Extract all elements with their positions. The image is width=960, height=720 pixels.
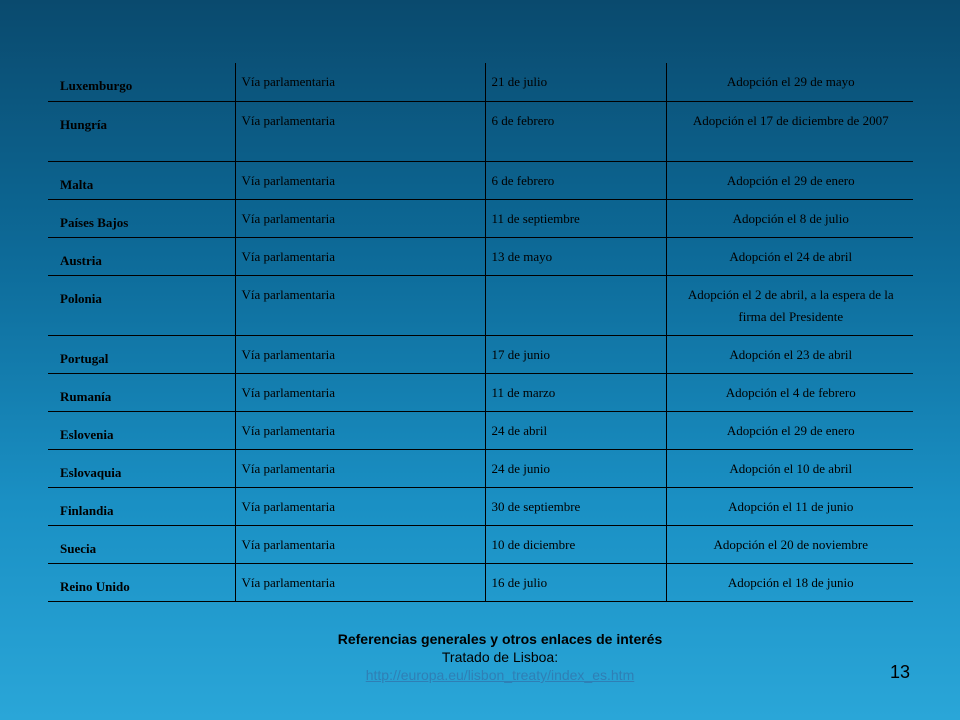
date-cell: 10 de diciembre [485,525,666,563]
country-name: Portugal [60,350,109,366]
method-cell: Vía parlamentaria [235,199,485,237]
country-cell [48,411,235,449]
references-subtitle: Tratado de Lisboa: [441,649,559,665]
date-cell: 17 de junio [485,335,666,373]
method-cell: Vía parlamentaria [235,63,485,101]
result-cell: Adopción el 29 de mayo [666,63,913,101]
method-cell: Vía parlamentaria [235,449,485,487]
date-cell: 24 de abril [485,411,666,449]
lisbon-treaty-link[interactable]: http://europa.eu/lisbon_treaty/index_es.htm [365,667,635,683]
country-name: Hungría [60,116,107,132]
method-cell: Vía parlamentaria [235,101,485,161]
result-cell: Adopción el 11 de junio [666,487,913,525]
date-cell: 11 de marzo [485,373,666,411]
table-body [48,63,913,601]
country-cell [48,563,235,601]
country-name: Rumanía [60,388,112,404]
date-cell: 6 de febrero [485,101,666,161]
result-cell: Adopción el 29 de enero [666,161,913,199]
page-number: 13 [889,662,910,682]
method-cell: Vía parlamentaria [235,161,485,199]
table-row [48,449,913,487]
country-name: Reino Unido [60,578,130,594]
country-cell [48,373,235,411]
result-cell: Adopción el 18 de junio [666,563,913,601]
result-cell: Adopción el 8 de julio [666,199,913,237]
country-cell [48,199,235,237]
country-cell [48,63,235,101]
country-cell [48,525,235,563]
country-name: Eslovaquia [60,464,122,480]
country-name: Países Bajos [60,214,129,230]
date-cell: 13 de mayo [485,237,666,275]
country-cell [48,161,235,199]
date-cell: 24 de junio [485,449,666,487]
table-row [48,101,913,161]
date-cell: 6 de febrero [485,161,666,199]
method-cell: Vía parlamentaria [235,487,485,525]
table-row [48,237,913,275]
table-row [48,199,913,237]
method-cell: Vía parlamentaria [235,335,485,373]
country-name: Suecia [60,540,97,556]
result-cell: Adopción el 4 de febrero [666,373,913,411]
result-cell: Adopción el 23 de abril [666,335,913,373]
table-row [48,63,913,101]
method-cell: Vía parlamentaria [235,373,485,411]
result-cell: Adopción el 10 de abril [666,449,913,487]
date-cell [485,275,666,335]
country-cell [48,101,235,161]
method-cell: Vía parlamentaria [235,237,485,275]
country-cell [48,487,235,525]
method-cell: Vía parlamentaria [235,563,485,601]
table-row [48,161,913,199]
table-row [48,335,913,373]
date-cell: 16 de julio [485,563,666,601]
date-cell: 11 de septiembre [485,199,666,237]
table-row [48,563,913,601]
country-name: Austria [60,252,102,268]
result-cell: Adopción el 2 de abril, a la espera de la firma del Presidente [666,275,913,335]
references-block [0,630,960,684]
table-row [48,487,913,525]
table-row [48,411,913,449]
country-name: Finlandia [60,502,114,518]
country-name: Eslovenia [60,426,114,442]
method-cell: Vía parlamentaria [235,525,485,563]
ratification-table [48,63,913,602]
country-cell [48,237,235,275]
country-cell [48,275,235,335]
date-cell: 30 de septiembre [485,487,666,525]
method-cell: Vía parlamentaria [235,411,485,449]
result-cell: Adopción el 29 de enero [666,411,913,449]
date-cell: 21 de julio [485,63,666,101]
country-name: Malta [60,176,94,192]
method-cell: Vía parlamentaria [235,275,485,335]
table-row [48,525,913,563]
country-cell [48,335,235,373]
result-cell: Adopción el 20 de noviembre [666,525,913,563]
result-cell: Adopción el 24 de abril [666,237,913,275]
result-cell: Adopción el 17 de diciembre de 2007 [666,101,913,161]
country-name: Polonia [60,290,102,306]
country-name: Luxemburgo [60,78,133,93]
table-row [48,275,913,335]
references-title: Referencias generales y otros enlaces de interés [337,631,663,647]
country-cell [48,449,235,487]
table-row [48,373,913,411]
